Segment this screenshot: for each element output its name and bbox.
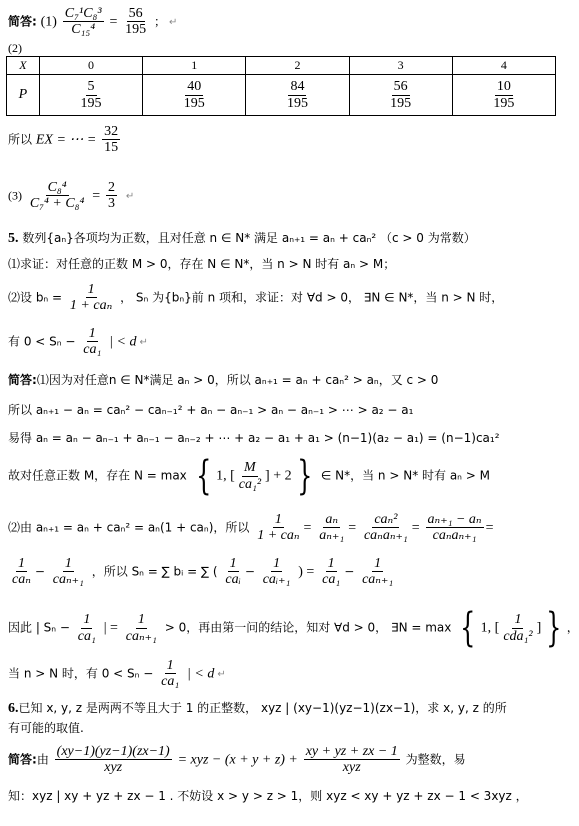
answer5-line6: $\frac{1}{\text{caₙ}}$ − $\frac{1}{\text{caₙ₊₁}}$ ，所以 Sₙ = ∑ bᵢ = ∑ ( $\frac{1}{\text{caᵢ}}$ − $\frac{1}{\text{caᵢ₊₁}}$ ) = $\frac{1}{\text{ca₁}}$ − $\frac{1}{\text{caₙ₊₁}}$ (12, 556, 394, 588)
part2-label: (2) (8, 41, 22, 55)
answer5-line4: 故对任意正数 M，存在 N = max { 1, [ $\frac{M}{\text{ca₁²}}$ ] + 2 } ∈ N*，当 n > N* 时有 aₙ > M (8, 453, 491, 499)
answer-part1: 简答: (1) $\frac{\text{C₇¹C₈³}}{\text{C₁₅⁴}}$ = $\frac{56}{195}$ ； ↵ (8, 6, 178, 38)
answer5-line7: 因此 | Sₙ − $\frac{1}{\text{ca₁}}$ | = $\frac{1}{\text{caₙ₊₁}}$ > 0，再由第一问的结论，知对 ∀d > 0， ∃N = max { 1, [ $\frac{1}{\text{cda₁²}}$ ] } ， (8, 605, 579, 651)
question-6-line2: 有可能的取值. (8, 721, 84, 735)
answer5-line2: 所以 aₙ₊₁ − aₙ = caₙ² − caₙ₋₁² + aₙ − aₙ₋₁ > aₙ − aₙ₋₁ > ⋯ > a₂ − a₁ (8, 403, 414, 417)
table-row: P $\frac{5}{195}$ $\frac{40}{195}$ $\frac{84}{195}$ $\frac{56}{195}$ $\frac{10}{195}$ (7, 75, 556, 116)
question-5-part2: ⑵设 bₙ = $\frac{1}{\text{1 + caₙ}}$ ， Sₙ 为{bₙ}前 n 项和，求证：对 ∀d > 0， ∃N ∈ N*，当 n > N 时， (8, 282, 504, 314)
table-row: X 0 1 2 3 4 (7, 57, 556, 75)
answer5-line5: ⑵由 aₙ₊₁ = aₙ + caₙ² = aₙ(1 + caₙ)，所以 $\frac{1}{\text{1 + caₙ}}$ = $\frac{\text{aₙ}}{\text{aₙ₊₁}}$ = $\frac{\text{caₙ²}}{\text{caₙaₙ₊₁}}$ = $\frac{\text{aₙ₊₁ − aₙ}}{\text{caₙaₙ₊₁}}$ = (8, 512, 494, 544)
question-5-part3: 有 0 < Sₙ − $\frac{1}{\text{ca₁}}$ | < d ↵ (8, 326, 148, 358)
fraction: $\frac{56}{195}$ (125, 6, 147, 38)
answer6-line2: 知：xyz | xy + yz + zx − 1 . 不妨设 x > y > z > 1，则 xyz < xy + yz + zx − 1 < 3xyz ， (8, 789, 528, 803)
answer6-line1: 简答:由 $\frac{(xy-1)(yz-1)(zx-1)}{\text{xyz}}$ = xyz − (x + y + z) + $\frac{xy + yz + zx - 1}{\text{xyz}}$ 为整数，易 (8, 744, 466, 776)
answer5-line3: 易得 aₙ = aₙ − aₙ₋₁ + aₙ₋₁ − aₙ₋₂ + ⋯ + a₂ − a₁ + a₁ > (n−1)(a₂ − a₁) = (n−1)ca₁² (8, 431, 500, 445)
answer5-line1: 简答:⑴因为对任意n ∈ N*满足 aₙ > 0，所以 aₙ₊₁ = aₙ + caₙ² > aₙ，又 c > 0 (8, 373, 439, 387)
distribution-table (6, 56, 556, 116)
answer5-line8: 当 n > N 时，有 0 < Sₙ − $\frac{1}{\text{ca₁}}$ | < d ↵ (8, 658, 226, 690)
answer-part3: (3) $\frac{\text{C₈⁴}}{\text{C₇⁴ + C₈⁴}}$ = $\frac{2}{3}$ ↵ (8, 180, 135, 212)
answer-label: 简答: (8, 14, 37, 29)
question-6: 6.已知 x, y, z 是两两不等且大于 1 的正整数， xyz | (xy−1)(yz−1)(zx−1)，求 x, y, z 的所 (8, 701, 507, 716)
question-5-part1: ⑴求证：对任意的正数 M > 0，存在 N ∈ N*，当 n > N 时有 aₙ > M； (8, 257, 396, 271)
expectation-line: 所以 EX = ⋯ = $\frac{32}{15}$ (8, 124, 119, 156)
question-5: 5. 数列{aₙ}各项均为正数，且对任意 n ∈ N* 满足 aₙ₊₁ = aₙ + caₙ² （c > 0 为常数） (8, 231, 476, 246)
fraction: $\frac{\text{C₇¹C₈³}}{\text{C₁₅⁴}}$ (64, 6, 102, 38)
